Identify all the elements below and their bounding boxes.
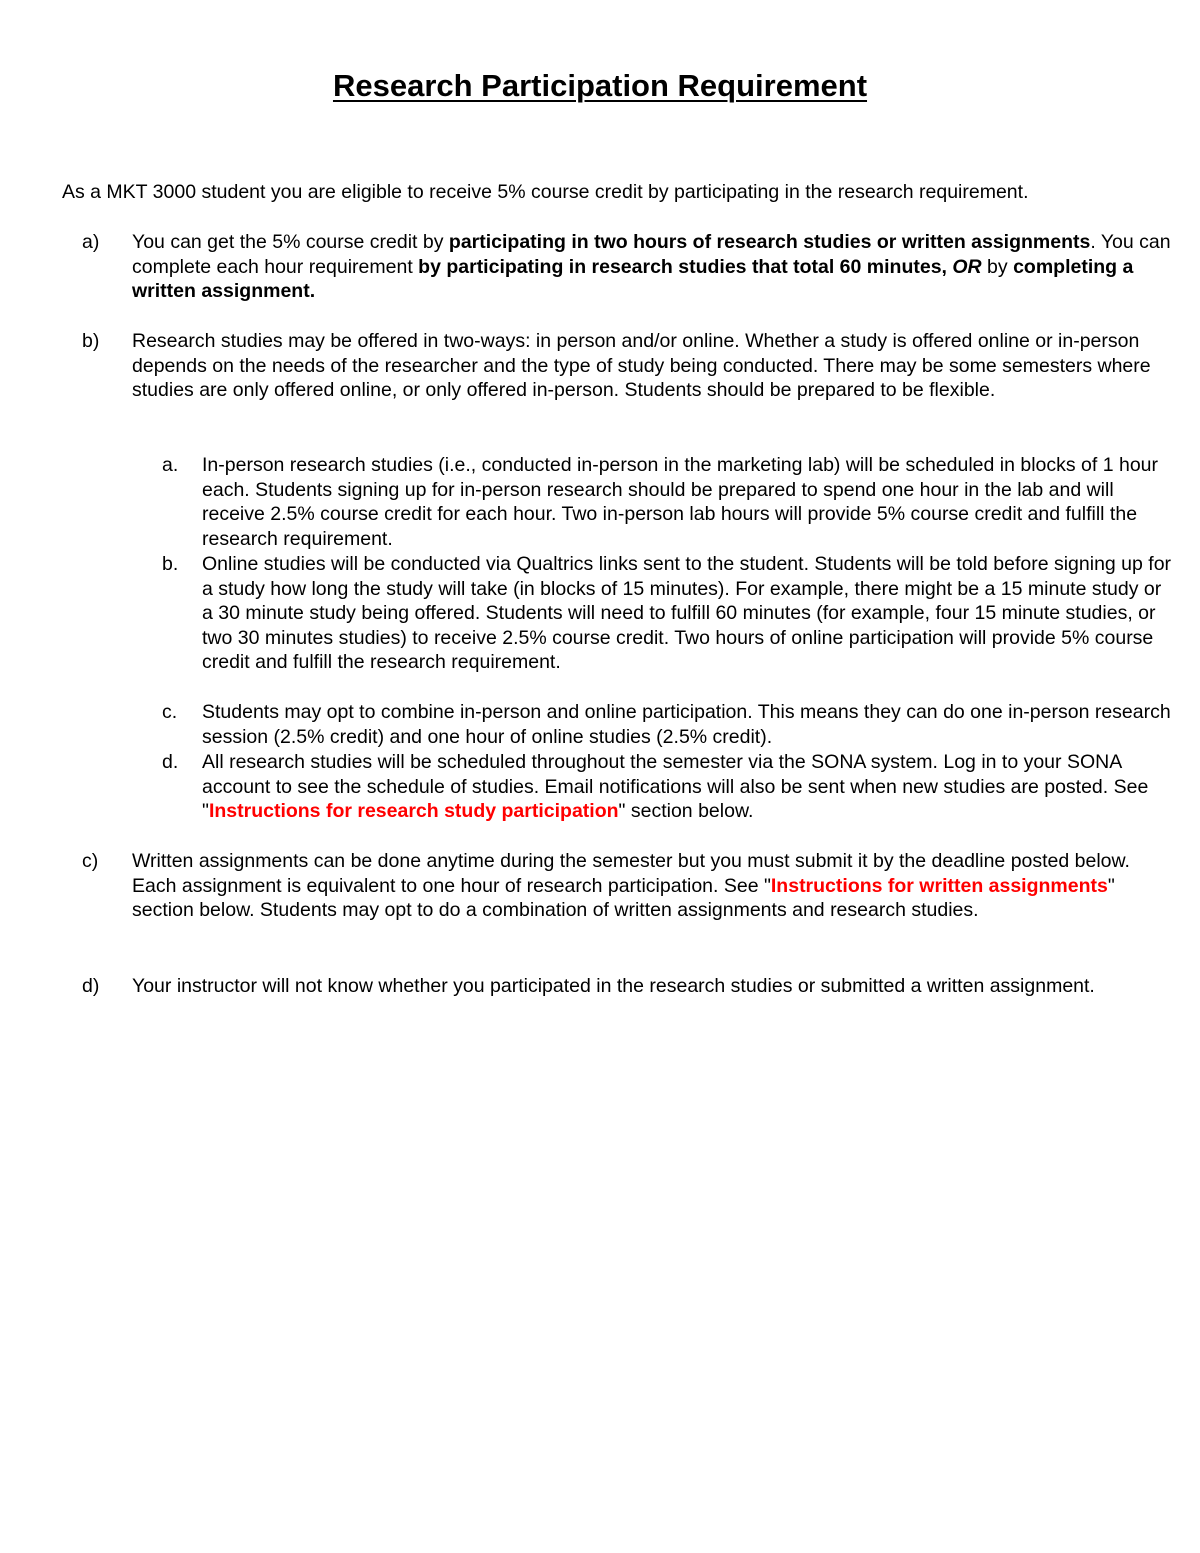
text-run-bold: participating in two hours of research studies or written assignments xyxy=(448,231,1091,253)
list-item xyxy=(82,849,1172,923)
text-run-bold-italic: OR xyxy=(952,255,982,278)
sub-list-marker: b. xyxy=(162,553,179,575)
text-run: Students may opt to combine in-person and online participation. This means they can do one in-person research session (2.5% credit) and one hour of online studies (2.5% credit). xyxy=(202,701,1171,748)
list-item xyxy=(82,329,1172,403)
sub-list-marker: c. xyxy=(162,701,178,723)
list-item-text xyxy=(132,974,1172,999)
sub-list-marker: d. xyxy=(162,751,179,773)
sub-list-item xyxy=(162,700,1172,749)
list-marker: b) xyxy=(82,330,100,352)
text-run: Written assignments can be done anytime during the semester but you must submit it by the deadline posted below. Each assignment is equivalent to one hour of research participation. See " xyxy=(132,850,1130,897)
list-item xyxy=(82,230,1172,304)
sub-list-item xyxy=(162,750,1172,824)
text-run: Your instructor will not know whether you participated in the research studies or submitted a written assignment. xyxy=(132,975,1095,997)
text-run: In-person research studies (i.e., conducted in-person in the marketing lab) will be scheduled in blocks of 1 hour each. Students signing up for in-person research should be prepared to spend one hour in the lab and will receive 2.5% course credit for each hour. Two in-person lab hours will provide 5% course credit and fulfill the research requirement. xyxy=(202,454,1159,550)
section-reference-link: Instructions for written assignments xyxy=(770,874,1108,897)
text-run-bold: by participating in research studies that total 60 minutes, xyxy=(418,255,947,278)
text-run: " section below. xyxy=(618,800,754,822)
sub-list-marker: a. xyxy=(162,454,179,476)
sub-list-item xyxy=(162,453,1172,551)
list-item-text xyxy=(132,849,1172,923)
list-marker: c) xyxy=(82,850,99,872)
sub-list-item-text xyxy=(202,750,1172,824)
section-reference-link: Instructions for research study participation xyxy=(208,800,619,822)
list-item-text xyxy=(132,329,1172,403)
text-run: You can get the 5% course credit by xyxy=(132,231,449,253)
text-run: " section below. Students may opt to do a combination of written assignments and research studies. xyxy=(132,874,1115,921)
list-marker: a) xyxy=(82,231,100,253)
sub-list-item xyxy=(162,552,1172,675)
page-title: Research Participation Requirement xyxy=(332,68,868,103)
text-run: All research studies will be scheduled throughout the semester via the SONA system. Log in to your SONA account to see the schedule of studies. Email notifications will also be sent when new studies are posted. See " xyxy=(202,751,1149,822)
text-run: . You can complete each hour requirement xyxy=(132,231,1171,278)
list-item-text xyxy=(132,230,1172,304)
sub-list-item-text xyxy=(202,552,1172,675)
text-run-bold: completing a written assignment. xyxy=(132,255,1134,302)
list-item xyxy=(82,974,1172,999)
list-marker: d) xyxy=(82,975,100,997)
sub-list-item-text xyxy=(202,700,1172,749)
text-run: by xyxy=(981,255,1014,278)
sub-list-item-text xyxy=(202,453,1172,551)
text-run: Online studies will be conducted via Qualtrics links sent to the student. Students will be told before signing up for a study how long the study will take (in blocks of 15 minutes). For example, there might be a 15 minute study or a 30 minute study being offered. Students will need to fulfill 60 minutes (for example, four 15 minute studies, or two 30 minutes studies) to receive 2.5% course credit. Two hours of online participation will provide 5% course credit and fulfill the research requirement. xyxy=(202,553,1172,673)
intro-paragraph: As a MKT 3000 student you are eligible to receive 5% course credit by participating in the research requirement. xyxy=(62,181,1029,203)
text-run: Research studies may be offered in two-ways: in person and/or online. Whether a study is offered online or in-person depends on the needs of the researcher and the type of study being conducted. There may be some semesters where studies are only offered online, or only offered in-person. Students should be prepared to be flexible. xyxy=(132,330,1151,401)
